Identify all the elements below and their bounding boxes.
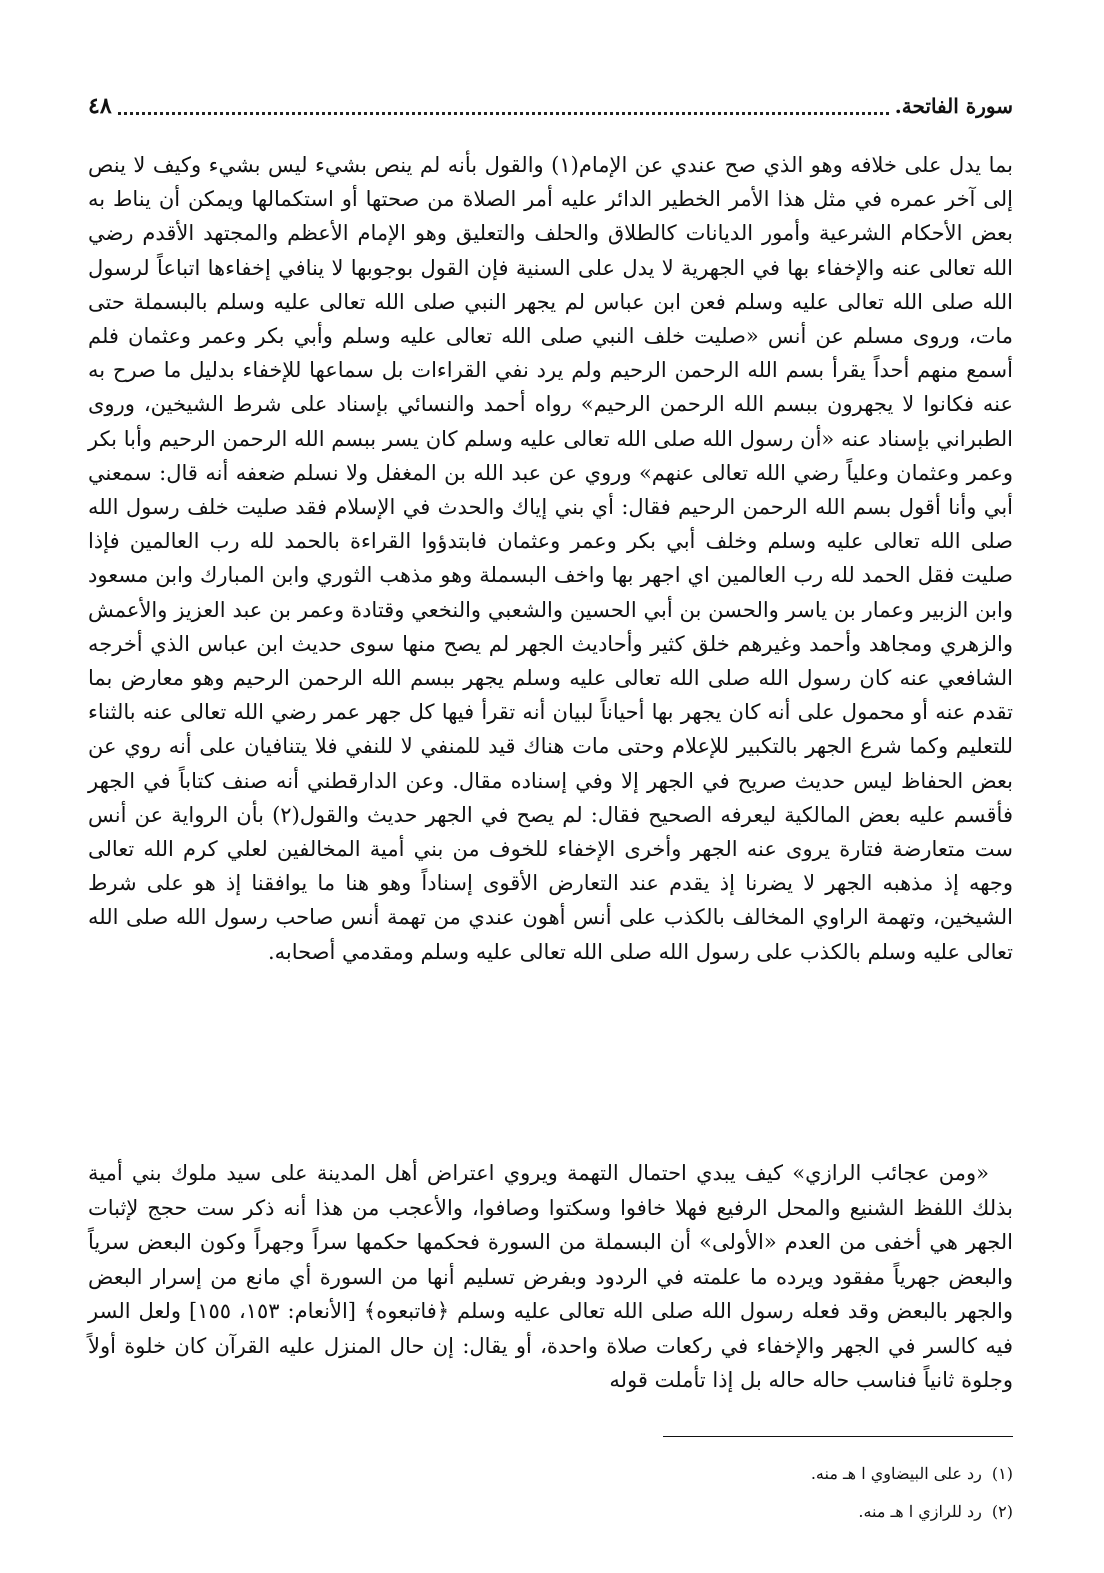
footnotes (600, 1455, 1013, 1531)
footnote-number: (١) (991, 1464, 1013, 1483)
second-paragraph: «ومن عجائب الرازي» كيف يبدي احتمال التهمة ويروي اعتراض أهل المدينة على سيد ملوك بني أمية بذلك اللفظ الشنيع والمحل الرفيع فهلا خافوا وسكتوا وصافوا، والأعجب من هذا أنه ذكر ست حجج لإثبات الجهر هي أخفى من العدم «الأولى» أن البسملة من السورة فحكمها حكمها سراً وجهراً وكون البعض سرياً والبعض جهرياً مفقود ويرده ما علمته في الردود وبفرض تسليم أنها من السورة أي مانع من إسرار البعض والجهر بالبعض وقد فعله رسول الله صلى الله تعالى عليه وسلم ﴿فاتبعوه﴾ [الأنعام: ١٥٣، ١٥٥] ولعل السر فيه كالسر في الجهر والإخفاء في ركعات صلاة واحدة، أو يقال: إن حال المنزل عليه القرآن كان خلوة أولاً وجلوة ثانياً فناسب حاله حاله بل إذا تأملت قوله (88, 1161, 1014, 1392)
header-dot-leader (118, 98, 889, 115)
footnote (600, 1493, 1013, 1531)
page-number: ٤٨ (88, 93, 112, 119)
footnote-separator (663, 1436, 1013, 1437)
footnote-text: رد للرازي ا هـ منه. (858, 1502, 982, 1521)
running-title: .سورة الفاتحة (894, 94, 1013, 118)
running-header (88, 86, 1013, 126)
footnote (600, 1455, 1013, 1493)
footnote-text: رد على البيضاوي ا هـ منه. (810, 1464, 982, 1483)
main-paragraph: بما يدل على خلافه وهو الذي صح عندي عن الإمام(١) والقول بأنه لم ينص بشيء ليس بشيء وكيف لا ينص إلى آخر عمره في مثل هذا الأمر الخطير الدائر عليه أمر الصلاة من صحتها أو استكمالها ويمكن أن يناط به بعض الأحكام الشرعية وأمور الديانات كالطلاق والحلف والتعليق وهو الإمام الأعظم والمجتهد الأقدم رضي الله تعالى عنه والإخفاء بها في الجهرية لا يدل على السنية فإن القول بوجوبها لا ينافي إخفاءها اتباعاً لرسول الله صلى الله تعالى عليه وسلم فعن ابن عباس لم يجهر النبي صلى الله تعالى عليه وسلم بالبسملة حتى مات، وروى مسلم عن أنس «صليت خلف النبي صلى الله تعالى عليه وسلم وأبي بكر وعمر وعثمان فلم أسمع منهم أحداً يقرأ بسم الله الرحمن الرحيم ولم يرد نفي القراءات بل سماعها للإخفاء بدليل ما صرح به عنه فكانوا لا يجهرون ببسم الله الرحمن الرحيم» رواه أحمد والنسائي بإسناد على شرط الشيخين، وروى الطبراني بإسناد عنه «أن رسول الله صلى الله تعالى عليه وسلم كان يسر ببسم الله الرحمن الرحيم وأبا بكر وعمر وعثمان وعلياً رضي الله تعالى عنهم» وروي عن عبد الله بن المغفل ولا نسلم ضعفه أنه قال: سمعني أبي وأنا أقول بسم الله الرحمن الرحيم فقال: أي بني إياك والحدث في الإسلام فقد صليت خلف رسول الله صلى الله تعالى عليه وسلم وخلف أبي بكر وعمر وعثمان فابتدؤوا القراءة بالحمد لله رب العالمين فإذا صليت فقل الحمد لله رب العالمين اي اجهر بها واخف البسملة وهو مذهب الثوري وابن المبارك وابن مسعود وابن الزبير وعمار بن ياسر والحسن بن أبي الحسين والشعبي والنخعي وقتادة وعمر بن عبد العزيز والأعمش والزهري ومجاهد وأحمد وغيرهم خلق كثير وأحاديث الجهر لم يصح منها سوى حديث ابن عباس الذي أخرجه الشافعي عنه كان رسول الله صلى الله تعالى عليه وسلم يجهر ببسم الله الرحمن الرحيم وهو معارض بما تقدم عنه أو محمول على أنه كان يجهر بها أحياناً لبيان أنه تقرأ فيها كل جهر عمر رضي الله تعالى عنه بالثناء للتعليم وكما شرع الجهر بالتكبير للإعلام وحتى مات هناك قيد للمنفي لا للنفي فلا يتنافيان على أنه روي عن بعض الحفاظ ليس حديث صريح في الجهر إلا وفي إسناده مقال. وعن الدارقطني أنه صنف كتاباً في الجهر فأقسم عليه بعض المالكية ليعرفه الصحيح فقال: لم يصح في الجهر حديث والقول(٢) بأن الرواية عن أنس ست متعارضة فتارة يروى عنه الجهر وأخرى الإخفاء للخوف من بني أمية المخالفين لعلي كرم الله تعالى وجهه إذ مذهبه الجهر لا يضرنا إذ يقدم عند التعارض الأقوى إسناداً وهو هنا ما يوافقنا إذ هو على شرط الشيخين، وتهمة الراوي المخالف بالكذب على أنس أهون عندي من تهمة أنس صاحب رسول الله صلى الله تعالى عليه وسلم بالكذب على رسول الله صلى الله تعالى عليه وسلم ومقدمي أصحابه. (88, 153, 1014, 964)
footnote-number: (٢) (991, 1502, 1013, 1521)
